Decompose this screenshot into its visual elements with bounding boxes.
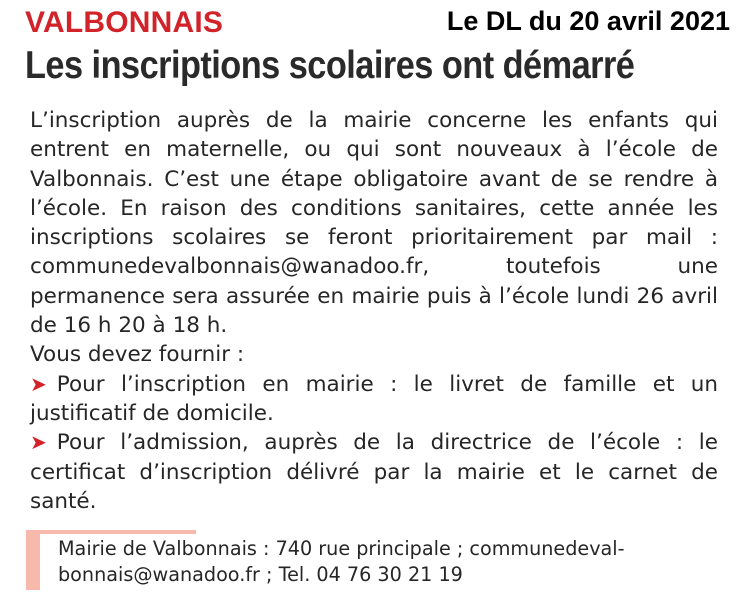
source-date-label: Le DL du 20 avril 2021 bbox=[446, 6, 730, 36]
article-body bbox=[30, 106, 718, 516]
requirements-heading: Vous devez fournir : bbox=[30, 342, 245, 368]
contact-info-text bbox=[58, 536, 718, 588]
contact-info-box bbox=[26, 530, 726, 592]
contact-line-1: Mairie de Valbonnais : 740 rue principale ; communedeval- bbox=[58, 537, 625, 560]
contact-line-2: bonnais@wanadoo.fr ; Tel. 04 76 30 21 19 bbox=[58, 563, 463, 586]
intro-paragraph: L’inscription auprès de la mairie concerne les enfants qui entrent en maternelle, ou qui sont nouveaux à l’école de Valbonnais. C’est une étape obligatoire avant de se rendre à l’école. En raison des conditions sanitaires, cette année les inscriptions scolaires se feront prioritairement par mail : communedevalbonnais@wanadoo.fr, toutefois une permanence sera assurée en mairie puis à l’école lundi 26 avril de 16 h 20 à 18 h. bbox=[30, 108, 718, 339]
info-box-top-rule bbox=[26, 530, 196, 534]
town-kicker: VALBONNAIS bbox=[25, 6, 224, 39]
red-arrow-icon: ➤ bbox=[30, 371, 47, 396]
requirement-item bbox=[30, 370, 718, 429]
requirement-item bbox=[30, 428, 718, 516]
requirement-text: Pour l’inscription en mairie : le livret de famille et un justificatif de domicile. bbox=[30, 371, 718, 426]
article-headline: Les inscriptions scolaires ont démarré bbox=[25, 44, 635, 87]
red-arrow-icon: ➤ bbox=[30, 430, 47, 455]
requirement-text: Pour l’admission, auprès de la directrice de l’école : le certificat d’inscription délivré par la mairie et le carnet de santé. bbox=[30, 430, 718, 514]
info-box-side-bar bbox=[26, 534, 40, 590]
